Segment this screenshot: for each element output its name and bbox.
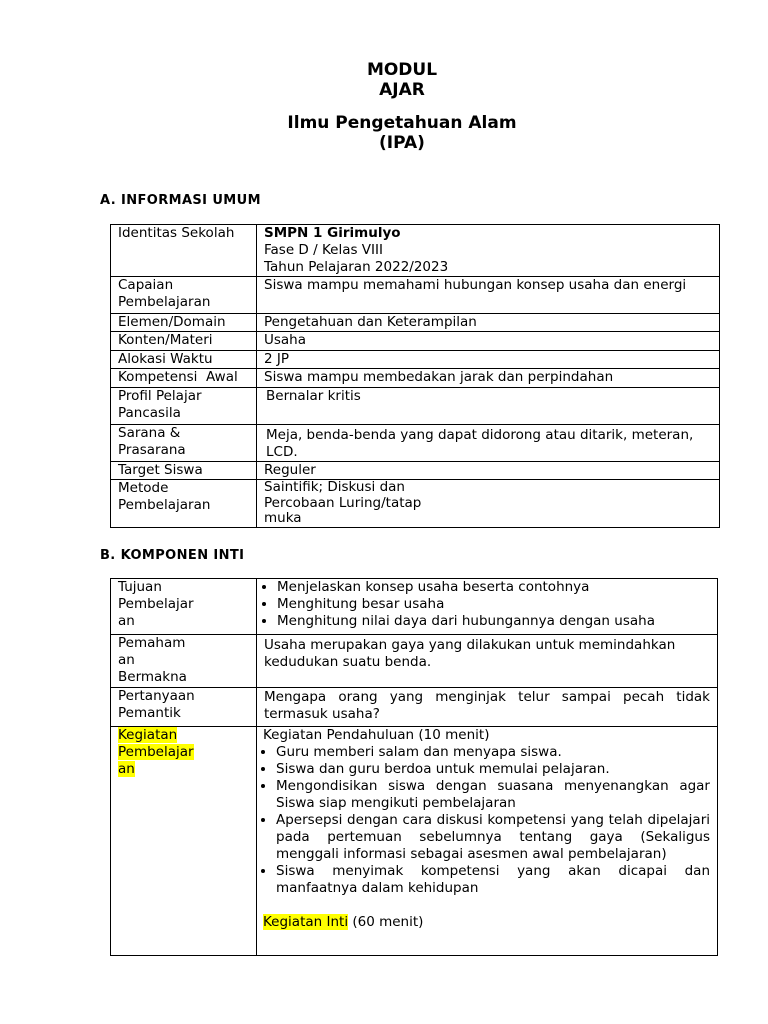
list-item: • Apersepsi dengan cara diskusi kompetensi yang telah dipelajari pada pertemuan sebelumnya tentang gaya (Sekaligus menggali informasi sebagai asesmen awal pembelajaran) xyxy=(276,812,710,863)
table-row xyxy=(111,332,720,351)
informasi-umum-table xyxy=(110,224,720,528)
row-label: Metode Pembelajaran xyxy=(111,480,257,528)
row-value: Reguler xyxy=(257,462,720,480)
row-value: Bernalar kritis xyxy=(257,388,720,425)
school-name: SMPN 1 Girimulyo xyxy=(264,225,401,241)
title-line-1: MODUL xyxy=(366,60,438,80)
list-item: • Menghitung besar usaha xyxy=(277,596,710,613)
row-label: Pemaham an Bermakna xyxy=(111,635,257,688)
row-label: Target Siswa xyxy=(111,462,257,480)
table-row xyxy=(111,579,718,635)
table-row xyxy=(111,369,720,388)
row-label: Pertanyaan Pemantik xyxy=(111,688,257,727)
row-label: Alokasi Waktu xyxy=(111,351,257,369)
row-label: Kompetensi Awal xyxy=(111,369,257,388)
table-row xyxy=(111,225,720,277)
row-value xyxy=(257,727,718,956)
table-row xyxy=(111,480,720,528)
table-row xyxy=(111,314,720,332)
section-a-heading: A. INFORMASI UMUM xyxy=(100,193,261,208)
tujuan-list xyxy=(259,579,710,630)
row-label: Sarana & Prasarana xyxy=(111,425,257,462)
list-item: • Siswa dan guru berdoa untuk memulai pelajaran. xyxy=(276,761,710,778)
row-value xyxy=(257,225,720,277)
row-label: Profil Pelajar Pancasila xyxy=(111,388,257,425)
row-value: Siswa mampu membedakan jarak dan perpindahan xyxy=(257,369,720,388)
row-label: Kegiatan Pembelajar an xyxy=(111,727,257,956)
list-item: • Siswa menyimak kompetensi yang akan dicapai dan manfaatnya dalam kehidupan xyxy=(276,863,710,897)
table-row xyxy=(111,277,720,314)
row-label: Tujuan Pembelajar an xyxy=(111,579,257,635)
table-row xyxy=(111,388,720,425)
row-label: Elemen/Domain xyxy=(111,314,257,332)
row-value: Saintifik; Diskusi dan Percobaan Luring/tatap muka xyxy=(257,480,720,528)
section-b-heading: B. KOMPONEN INTI xyxy=(100,548,245,563)
pendahuluan-list xyxy=(263,744,710,897)
row-value: 2 JP xyxy=(257,351,720,369)
table-row xyxy=(111,727,718,956)
subtitle-line-1: Ilmu Pengetahuan Alam xyxy=(287,113,517,133)
kegiatan-inti-duration: (60 menit) xyxy=(348,914,424,930)
title-line-2: AJAR xyxy=(379,80,425,100)
row-value: Siswa mampu memahami hubungan konsep usaha dan energi xyxy=(257,277,720,314)
tahun-pelajaran: Tahun Pelajaran 2022/2023 xyxy=(264,259,449,275)
row-label: Capaian Pembelajaran xyxy=(111,277,257,314)
row-value: Mengapa orang yang menginjak telur sampai pecah tidak termasuk usaha? xyxy=(257,688,718,727)
row-value: Meja, benda-benda yang dapat didorong atau ditarik, meteran, LCD. xyxy=(257,425,720,462)
list-item: • Menjelaskan konsep usaha beserta contohnya xyxy=(277,579,710,596)
table-row xyxy=(111,462,720,480)
row-value: Usaha merupakan gaya yang dilakukan untuk memindahkan kedudukan suatu benda. xyxy=(257,635,718,688)
row-label: Identitas Sekolah xyxy=(111,225,257,277)
kegiatan-pendahuluan-title: Kegiatan Pendahuluan (10 menit) xyxy=(263,727,490,743)
table-row xyxy=(111,351,720,369)
row-value: Pengetahuan dan Keterampilan xyxy=(257,314,720,332)
row-value xyxy=(257,579,718,635)
fase-kelas: Fase D / Kelas VIII xyxy=(264,242,383,258)
table-row xyxy=(111,425,720,462)
table-row xyxy=(111,635,718,688)
list-item: • Menghitung nilai daya dari hubungannya dengan usaha xyxy=(277,613,710,630)
komponen-inti-table xyxy=(110,578,718,956)
subtitle-line-2: (IPA) xyxy=(379,133,425,153)
list-item: • Guru memberi salam dan menyapa siswa. xyxy=(276,744,710,761)
kegiatan-inti-title: Kegiatan Inti xyxy=(263,914,349,930)
row-value: Usaha xyxy=(257,332,720,351)
kegiatan-inti-line xyxy=(263,914,710,931)
table-row xyxy=(111,688,718,727)
row-label: Konten/Materi xyxy=(111,332,257,351)
list-item: • Mengondisikan siswa dengan suasana menyenangkan agar Siswa siap mengikuti pembelajaran xyxy=(276,778,710,812)
